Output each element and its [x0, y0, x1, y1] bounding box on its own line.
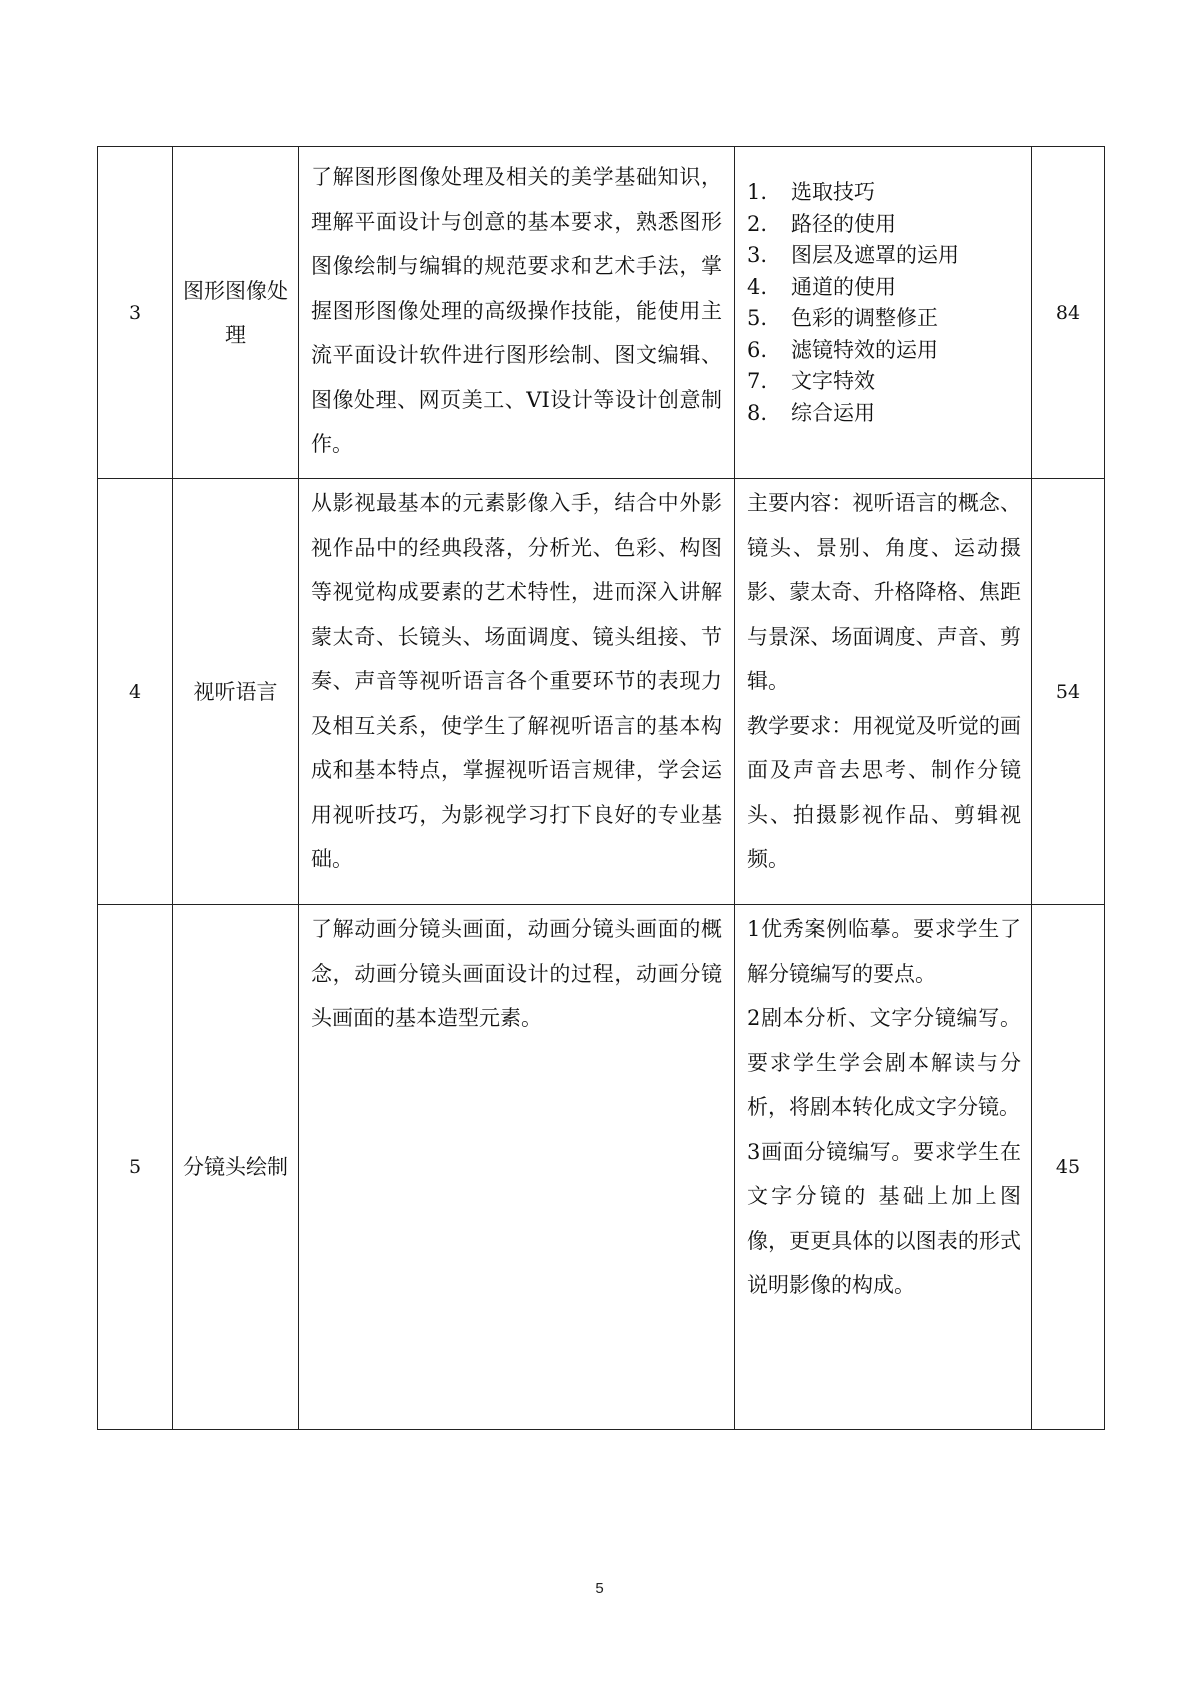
- course-content: [735, 479, 1032, 905]
- course-content: [735, 905, 1032, 1430]
- course-goal: 了解图形图像处理及相关的美学基础知识，理解平面设计与创意的基本要求，熟悉图形图像绘制与编辑的规范要求和艺术手法，掌握图形图像处理的高级操作技能，能使用主流平面设计软件进行图形绘制、图文编辑、图像处理、网页美工、VI设计等设计创意制作。: [299, 147, 735, 479]
- list-item: 7. 文字特效: [747, 369, 875, 393]
- list-item: 5. 色彩的调整修正: [747, 306, 938, 330]
- content-list: [747, 149, 1021, 429]
- list-item: 8. 综合运用: [747, 400, 875, 425]
- course-name: 视听语言: [173, 479, 299, 905]
- content-paragraph: 1优秀案例临摹。要求学生了解分镜编写的要点。: [747, 917, 1021, 986]
- course-goal: 了解动画分镜头画面，动画分镜头画面的概念，动画分镜头画面设计的过程，动画分镜头画面的基本造型元素。: [299, 905, 735, 1430]
- table-row: [98, 479, 1105, 905]
- course-name: 图形图像处理: [173, 147, 299, 479]
- course-hours: 45: [1032, 905, 1105, 1430]
- course-table: [97, 146, 1105, 1430]
- course-number: 5: [98, 905, 173, 1430]
- course-goal: 从影视最基本的元素影像入手，结合中外影视作品中的经典段落，分析光、色彩、构图等视觉构成要素的艺术特性，进而深入讲解蒙太奇、长镜头、场面调度、镜头组接、节奏、声音等视听语言各个重要环节的表现力及相互关系，使学生了解视听语言的基本构成和基本特点，掌握视听语言规律，学会运用视听技巧，为影视学习打下良好的专业基础。: [299, 479, 735, 905]
- list-item: 3. 图层及遮罩的运用: [747, 243, 959, 267]
- course-hours: 54: [1032, 479, 1105, 905]
- list-item: 1. 选取技巧: [747, 180, 875, 204]
- content-paragraph: 主要内容：视听语言的概念、镜头、景别、角度、运动摄影、蒙太奇、升格降格、焦距与景深、场面调度、声音、剪辑。: [747, 491, 1021, 693]
- course-number: 3: [98, 147, 173, 479]
- course-name: 分镜头绘制: [173, 905, 299, 1430]
- list-item: 6. 滤镜特效的运用: [747, 337, 938, 362]
- table-row: [98, 147, 1105, 479]
- content-paragraph: 教学要求：用视觉及听觉的画面及声音去思考、制作分镜头、拍摄影视作品、剪辑视频。: [747, 713, 1021, 871]
- page-number: 5: [595, 1580, 604, 1597]
- table-row: [98, 905, 1105, 1430]
- list-item: 4. 通道的使用: [747, 274, 896, 299]
- content-paragraph: 3画面分镜编写。要求学生在文字分镜的 基础上加上图像，更更具体的以图表的形式说明影像的构成。: [747, 1139, 1021, 1297]
- course-number: 4: [98, 479, 173, 905]
- list-item: 2. 路径的使用: [747, 211, 896, 236]
- course-content: [735, 147, 1032, 479]
- course-hours: 84: [1032, 147, 1105, 479]
- content-paragraph: 2剧本分析、文字分镜编写。要求学生学会剧本解读与分析，将剧本转化成文字分镜。: [747, 1006, 1021, 1119]
